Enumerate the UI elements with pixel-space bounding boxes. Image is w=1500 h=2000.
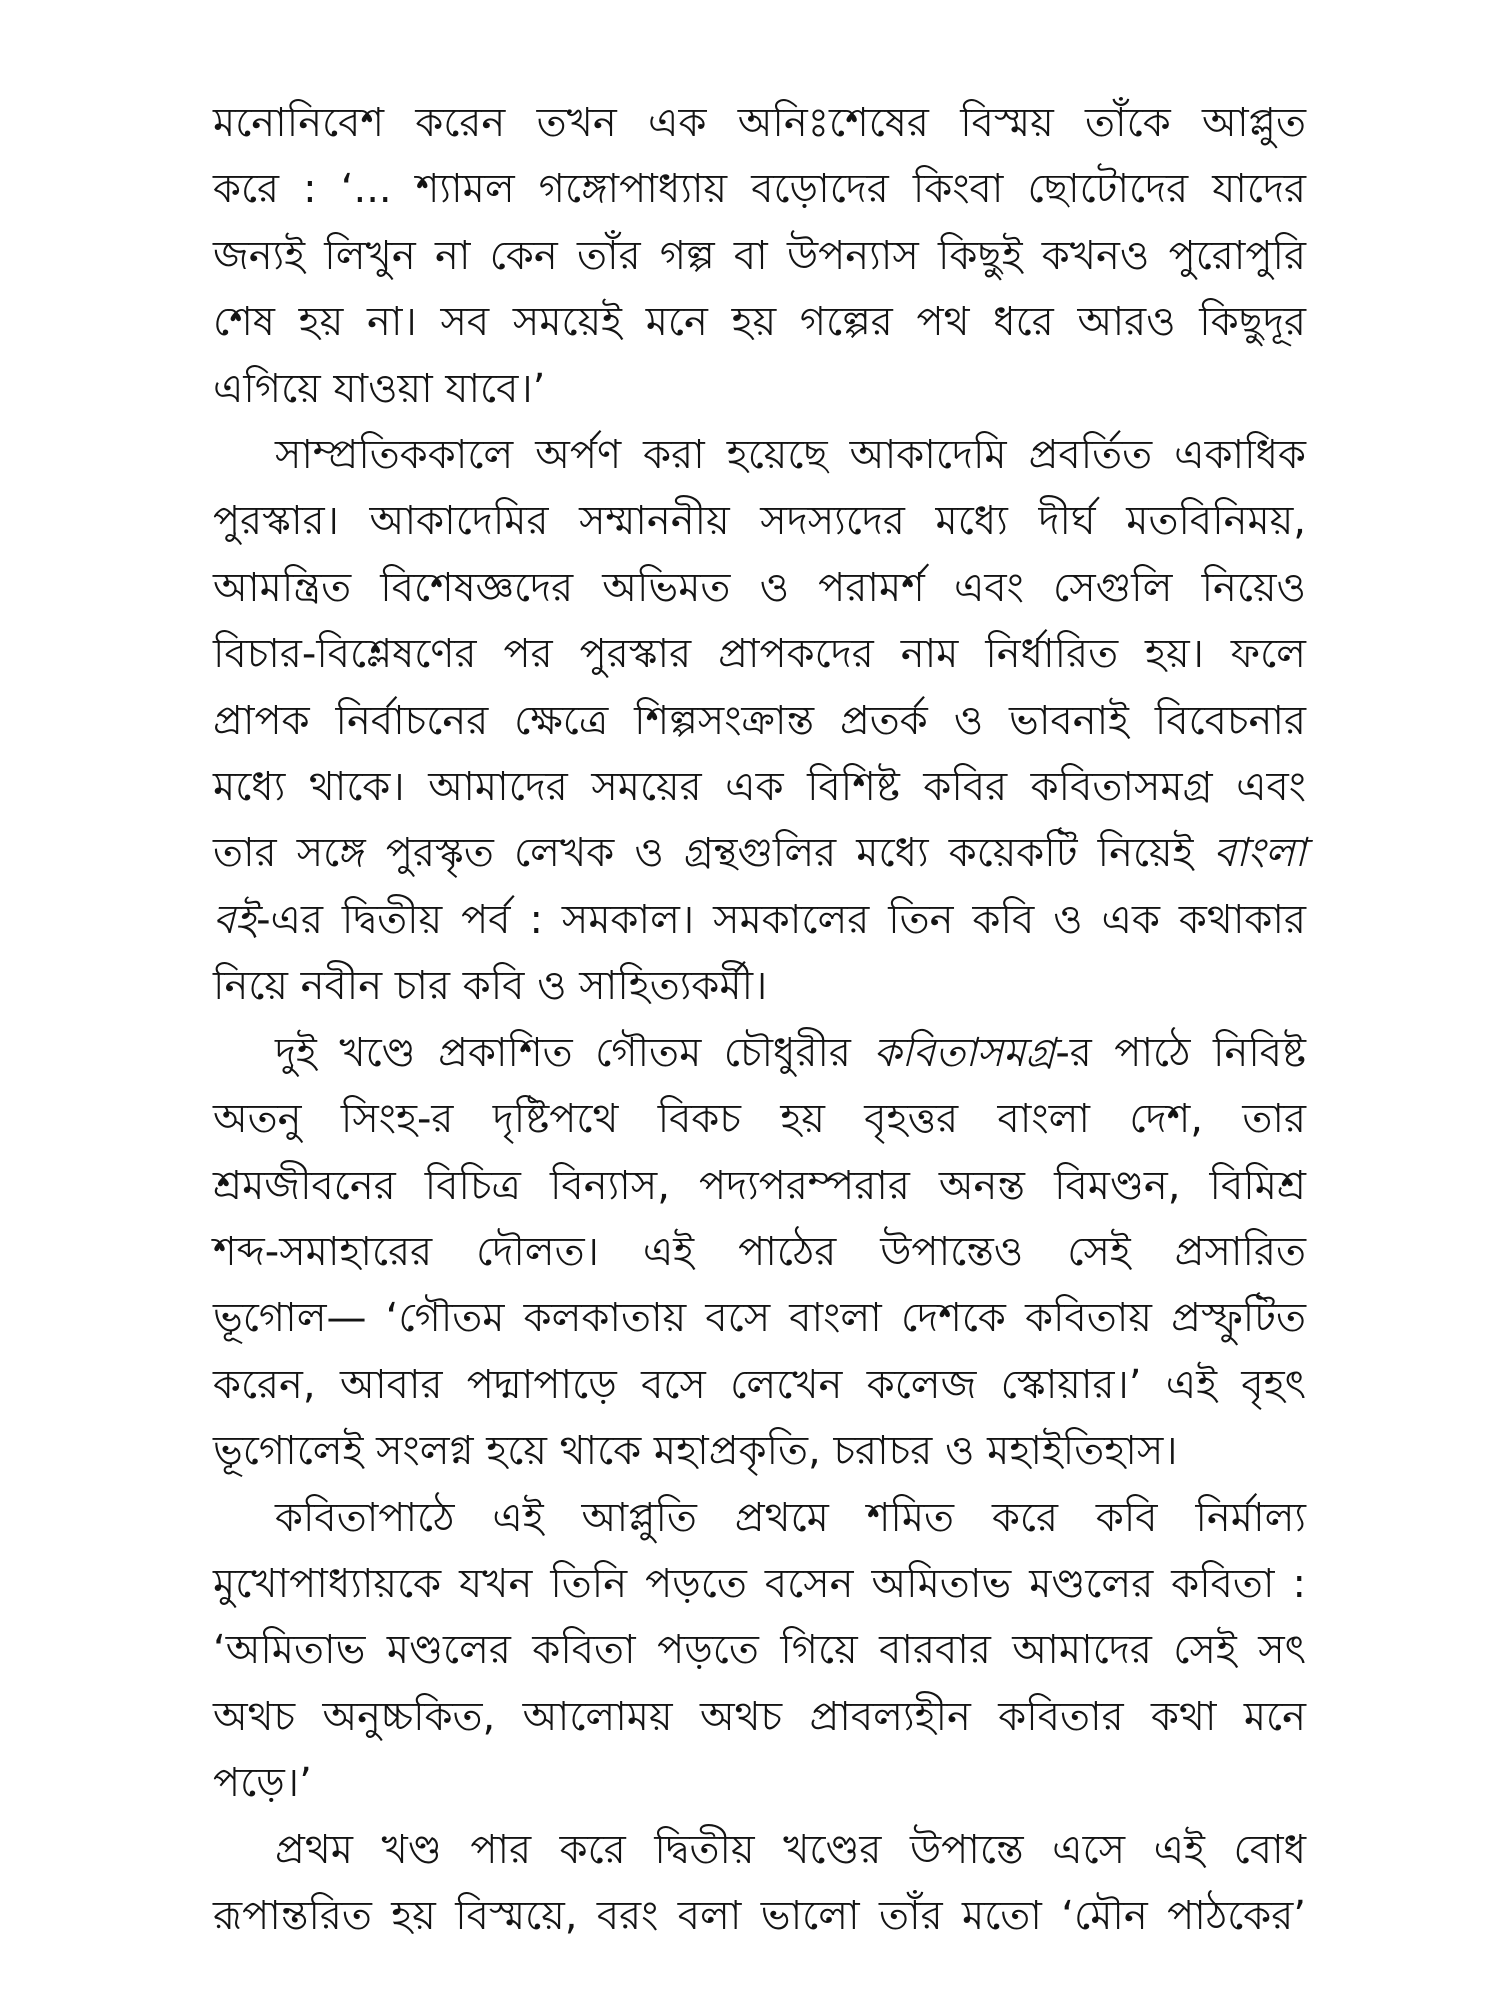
text-line: প্রাপক নির্বাচনের ক্ষেত্রে শিল্পসংক্রান্ত প্রতর্ক ও ভাবনাই বিবেচনার [213, 697, 1306, 744]
text-line: প্রথম খণ্ড পার করে দ্বিতীয় খণ্ডের উপান্তে এসে এই বোধ [275, 1826, 1306, 1873]
text-line: মনোনিবেশ করেন তখন এক অনিঃশেষের বিস্ময় তাঁকে আপ্লুত [213, 100, 1306, 146]
text-line: অতনু সিংহ-র দৃষ্টিপথে বিকচ হয় বৃহত্তর বাংলা দেশ, তার [213, 1096, 1306, 1143]
text-line: সাম্প্রতিককালে অর্পণ করা হয়েছে আকাদেমি প্রবর্তিত একাধিক [275, 432, 1306, 479]
text-line: ‘অমিতাভ মণ্ডলের কবিতা পড়তে গিয়ে বারবার আমাদের সেই সৎ [213, 1627, 1306, 1674]
paragraph-5 [213, 1817, 1306, 1950]
text-line: পড়ে।’ [213, 1760, 312, 1807]
text-line: বিচার-বিশ্লেষণের পর পুরস্কার প্রাপকদের নাম নির্ধারিত হয়। ফলে [213, 631, 1306, 678]
line-text: দুই খণ্ডে প্রকাশিত গৌতম চৌধুরীর [275, 1029, 874, 1076]
paragraph-4 [213, 1485, 1306, 1817]
text-line [213, 820, 1306, 886]
italic-book-title: বাংলা [1213, 830, 1306, 877]
text-line: মুখোপাধ্যায়কে যখন তিনি পড়তে বসেন অমিতাভ মণ্ডলের কবিতা : [213, 1560, 1306, 1607]
text-line [213, 887, 1306, 953]
text-line: শব্দ-সমাহারের দৌলত। এই পাঠের উপান্তেও সেই প্রসারিত [213, 1228, 1306, 1275]
text-line: অথচ অনুচ্চকিত, আলোময় অথচ প্রাবল্যহীন কবিতার কথা মনে [213, 1693, 1306, 1740]
text-line: নিয়ে নবীন চার কবি ও সাহিত্যকর্মী। [213, 963, 768, 1010]
text-line: করে : ‘... শ্যামল গঙ্গোপাধ্যায় বড়োদের কিংবা ছোটোদের যাদের [213, 166, 1306, 213]
text-line: করেন, আবার পদ্মাপাড়ে বসে লেখেন কলেজ স্কোয়ার।’ এই বৃহৎ [213, 1361, 1306, 1408]
text-line: আমন্ত্রিত বিশেষজ্ঞদের অভিমত ও পরামর্শ এবং সেগুলি নিয়েও [213, 564, 1306, 611]
text-line: ভূগোল— ‘গৌতম কলকাতায় বসে বাংলা দেশকে কবিতায় প্রস্ফুটিত [213, 1295, 1306, 1342]
text-line: জন্যই লিখুন না কেন তাঁর গল্প বা উপন্যাস কিছুই কখনও পুরোপুরি [213, 232, 1306, 279]
italic-book-title: কবিতাসমগ্র [873, 1029, 1056, 1076]
line-text: তার সঙ্গে পুরস্কৃত লেখক ও গ্রন্থগুলির মধ্যে কয়েকটি নিয়েই [213, 830, 1214, 877]
text-line: এগিয়ে যাওয়া যাবে।’ [213, 365, 546, 412]
text-line: পুরস্কার। আকাদেমির সম্মাননীয় সদস্যদের মধ্যে দীর্ঘ মতবিনিময়, [213, 498, 1306, 545]
paragraph-3 [213, 1020, 1306, 1485]
italic-book-title: বই [213, 896, 257, 943]
text-line: রূপান্তরিত হয় বিস্ময়ে, বরং বলা ভালো তাঁর মতো ‘মৌন পাঠকের’ [213, 1892, 1306, 1939]
line-text: -এর দ্বিতীয় পর্ব : সমকাল। সমকালের তিন কবি ও এক কথাকার [256, 896, 1306, 943]
text-line: শেষ হয় না। সব সময়েই মনে হয় গল্পের পথ ধরে আরও কিছুদূর [213, 299, 1306, 346]
text-line: ভূগোলেই সংলগ্ন হয়ে থাকে মহাপ্রকৃতি, চরাচর ও মহাইতিহাস। [213, 1428, 1178, 1475]
paragraph-1 [213, 90, 1306, 422]
text-line [213, 1020, 1306, 1086]
text-block [213, 90, 1306, 1949]
text-line: কবিতাপাঠে এই আপ্লুতি প্রথমে শমিত করে কবি নির্মাল্য [275, 1494, 1306, 1541]
paragraph-2 [213, 422, 1306, 1020]
line-text: -র পাঠে নিবিষ্ট [1055, 1029, 1307, 1076]
text-line: মধ্যে থাকে। আমাদের সময়ের এক বিশিষ্ট কবির কবিতাসমগ্র এবং [213, 764, 1306, 811]
text-line: শ্রমজীবনের বিচিত্র বিন্যাস, পদ্যপরম্পরার অনন্ত বিমণ্ডন, বিমিশ্র [213, 1162, 1306, 1209]
